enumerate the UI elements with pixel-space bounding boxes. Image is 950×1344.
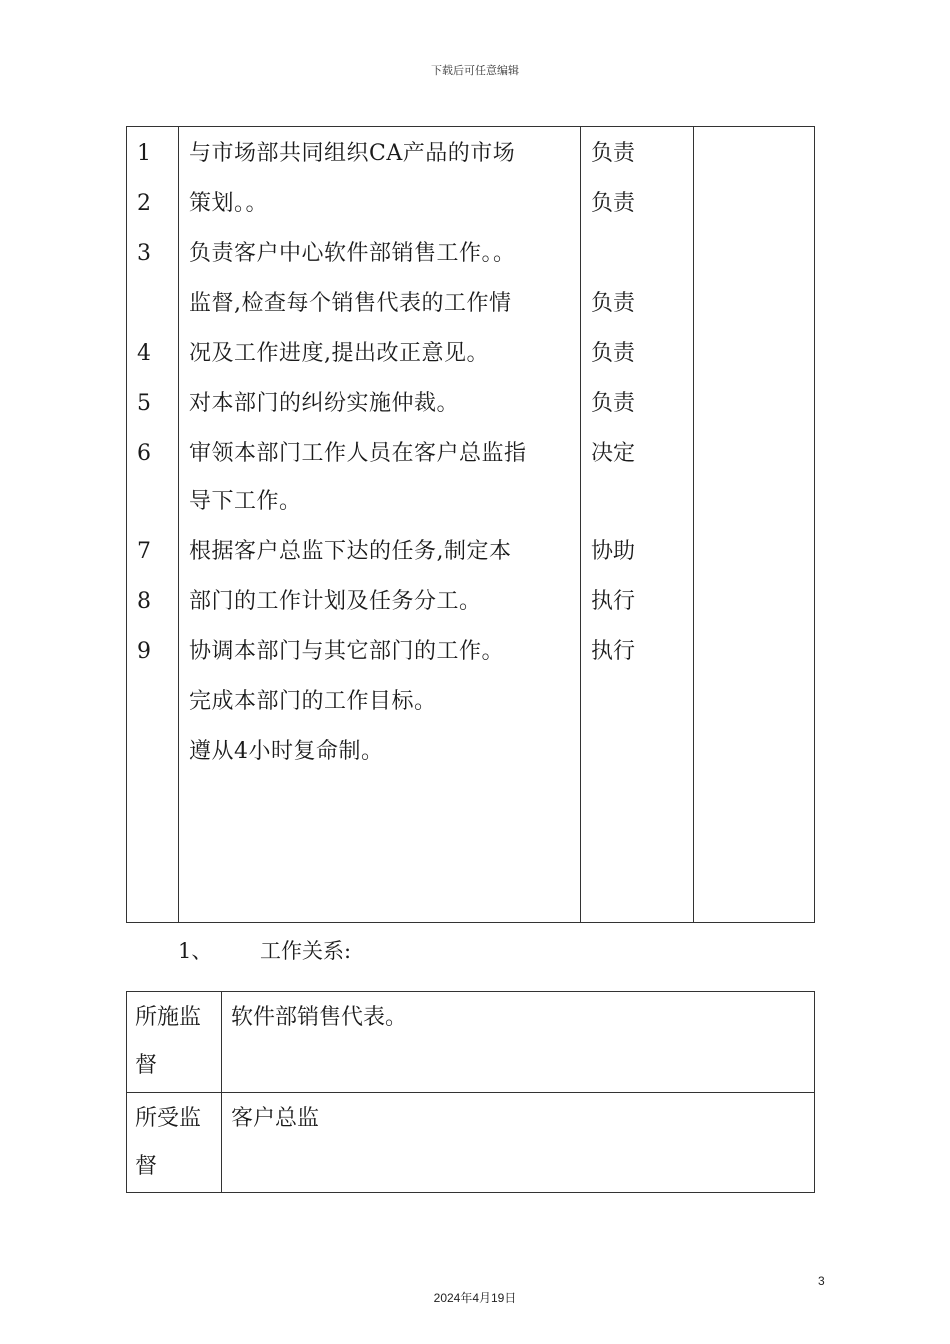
duty-responsibility: 执行	[591, 589, 636, 614]
page-number: 3	[818, 1274, 825, 1288]
relations-row	[127, 1092, 814, 1192]
relation-label: 所受监督	[127, 1093, 222, 1192]
duty-number: 3	[137, 241, 151, 266]
duty-responsibility: 执行	[591, 639, 636, 664]
duty-responsibility: 决定	[591, 441, 636, 466]
relation-value: 客户总监	[231, 1106, 320, 1131]
duty-text-line: 完成本部门的工作目标。	[189, 689, 437, 714]
duty-number: 5	[137, 391, 151, 416]
duties-description-column	[179, 127, 581, 922]
duty-number: 6	[137, 441, 151, 466]
duty-number: 4	[137, 341, 151, 366]
footer-date: 2024年4月19日	[433, 1291, 517, 1305]
duty-text-line: 与市场部共同组织CA产品的市场	[189, 141, 516, 166]
duty-number: 2	[137, 191, 151, 216]
duties-responsibility-column	[581, 127, 694, 922]
relations-table	[126, 991, 815, 1193]
duty-text-line: 监督,检查每个销售代表的工作情	[189, 291, 512, 316]
relation-label: 所施监督	[127, 992, 222, 1092]
duty-responsibility: 协助	[591, 539, 636, 564]
duty-responsibility: 负责	[591, 391, 636, 416]
duties-empty-column	[694, 127, 814, 922]
duties-number-column	[127, 127, 179, 922]
header-note: 下载后可任意编辑	[431, 64, 519, 77]
section-title: 工作关系:	[260, 939, 352, 963]
duty-text-line: 导下工作。	[189, 489, 302, 514]
duty-number: 7	[137, 539, 151, 564]
duty-text-line: 协调本部门与其它部门的工作。	[189, 639, 505, 664]
relation-value: 软件部销售代表。	[231, 1005, 408, 1030]
duty-responsibility: 负责	[591, 291, 636, 316]
duties-table	[126, 126, 815, 923]
relations-row	[127, 992, 814, 1092]
duty-text-line: 根据客户总监下达的任务,制定本	[189, 539, 512, 564]
duty-text-line: 况及工作进度,提出改正意见。	[189, 341, 489, 366]
duty-responsibility: 负责	[591, 141, 636, 166]
duty-text-line: 负责客户中心软件部销售工作。。	[189, 241, 516, 266]
duty-text-line: 部门的工作计划及任务分工。	[189, 589, 482, 614]
duty-number: 8	[137, 589, 151, 614]
duty-text-line: 审领本部门工作人员在客户总监指	[189, 441, 527, 466]
duty-text-line: 对本部门的纠纷实施仲裁。	[189, 391, 460, 416]
section-number: 1、	[178, 939, 213, 963]
duty-responsibility: 负责	[591, 341, 636, 366]
duty-text-line: 策划。。	[189, 191, 269, 216]
duty-text-line: 遵从4小时复命制。	[189, 739, 384, 764]
section-heading	[178, 934, 351, 968]
duty-number: 9	[137, 639, 151, 664]
duty-number: 1	[137, 141, 151, 166]
duty-responsibility: 负责	[591, 191, 636, 216]
